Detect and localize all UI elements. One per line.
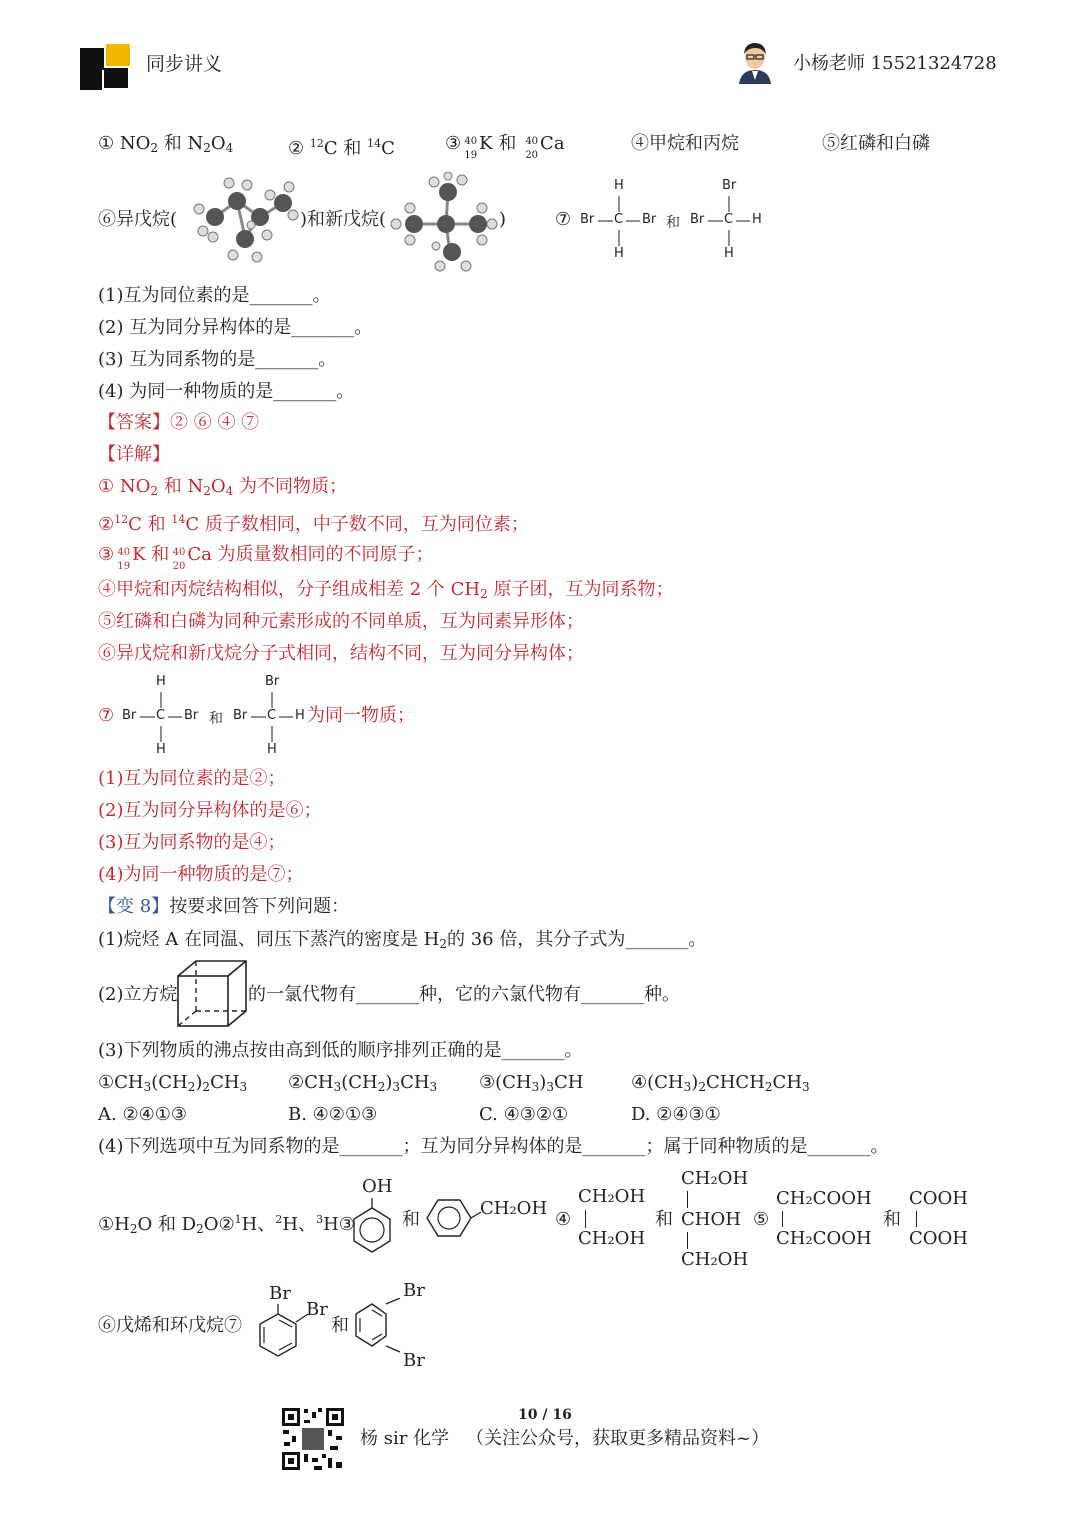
teacher-contact: 小杨老师 15521324728 [793,53,997,74]
glycerol-bottom: CH₂OH [681,1249,749,1270]
succinic-bottom: CH₂COOH [776,1228,872,1249]
succinic-top: CH₂COOH [776,1188,872,1209]
o-dibromo-b-br2: Br [403,1350,425,1371]
option-4-and: 和 [655,1209,673,1230]
detail-6: ⑥异戊烷和新戊烷分子式相同，结构不同，互为同分异构体； [98,643,584,664]
item-6b: )和新戊烷( [300,209,387,230]
option-4-num: ④ [555,1209,572,1230]
oxalic-bottom: COOH [909,1228,968,1249]
substance-2: $②CH_3(CH_2)_3CH_3$ [288,1072,438,1094]
glycerol-bond-2 [687,1232,688,1249]
oxalic-top: COOH [909,1188,968,1209]
option-row-1: $①H_2O$ 和 $D_2O②^1H$、$^2$H、$^3$H③ [98,1213,355,1236]
cubane-structure [175,958,249,1030]
item-7: ⑦ [555,209,572,230]
option-row-6: ⑥戊烯和环戊烷⑦ [98,1315,242,1336]
neopentane-model [388,172,503,272]
result-4: (4)为同一种物质的是⑦； [98,864,304,885]
result-3: (3)互为同系物的是④； [98,832,286,853]
structure-ch2br2-a: H Br C Br H [580,178,657,261]
item-5: ⑤红磷和白磷 [822,133,930,154]
oxalic-bond [916,1211,917,1227]
detail-label: 【详解】 [98,444,170,465]
o-dibromo-b-br1: Br [403,1280,425,1301]
glycol-bond [585,1210,586,1228]
and-label: 和 [666,215,680,231]
benzyl-alcohol-ring [423,1196,483,1240]
v8-question-4: (4)下列选项中互为同系物的是_______；互为同分异构体的是_______；属于同种物质的是_______。 [98,1136,889,1157]
question-2: (2) 互为同分异构体的是_______。 [98,317,373,338]
substance-3: $③(CH_3)_3CH$ [479,1072,584,1094]
option-3-and: 和 [402,1209,420,1230]
v8-question-2a: (2)立方烷 [98,984,178,1005]
glycerol-bond-1 [687,1191,688,1208]
option-b: B. ④②①③ [288,1104,378,1125]
detail-5: ⑤红磷和白磷为同种元素形成的不同单质，互为同素异形体； [98,611,584,632]
question-1: (1)互为同位素的是_______。 [98,285,331,306]
option-d: D. ②④③① [631,1104,721,1125]
header-title: 同步讲义 [146,53,223,75]
o-dibromobenzene-ring-b [350,1298,406,1354]
substance-1: $①CH_3(CH_2)_2CH_3$ [98,1072,248,1094]
o-dibromobenzene-ring [252,1302,316,1366]
glycol-bottom: CH₂OH [578,1228,646,1249]
option-a: A. ②④①③ [98,1104,187,1125]
detail-3: ③ 40 19 K 和 40 20 Ca 为质量数相同的不同原子； [98,544,434,572]
detail-7-and: 和 [209,711,223,727]
detail-7-num: ⑦ [98,705,115,726]
result-1: (1)互为同位素的是②； [98,768,286,789]
detail-1: ① $NO_2$ 和 $N_2O_4$ 为不同物质； [98,476,347,498]
logo [80,42,136,90]
detail-4: ④甲烷和丙烷结构相似，分子组成相差 2 个 $CH_2$ 原子团，互为同系物； [98,579,674,601]
detail-2: ②$^{12}$C 和 $^{14}$C 质子数相同，中子数不同，互为同位素； [98,513,529,535]
detail-7-text: 为同一物质； [307,705,415,726]
glycerol-top: CH₂OH [681,1168,749,1189]
option-5-and: 和 [883,1209,901,1230]
structure-ch2br2-b: Br Br C H H [690,178,762,261]
isopentane-model [185,175,300,267]
option-5-num: ⑤ [753,1209,770,1230]
phenol-oh-label: OH [362,1176,393,1197]
detail-7-structure-a: H Br C Br H [122,674,199,757]
o-dibromo-br1: Br [269,1283,291,1304]
item-6a: ⑥异戊烷( [98,209,178,230]
substance-4: $④(CH_3)_2CHCH_2CH_3$ [631,1072,810,1094]
item-2: ② $^{12}$C 和 $^{14}$C [288,137,395,159]
phenol-ring [350,1198,394,1256]
avatar [735,40,775,84]
variant-8-heading: 【变 8】按要求回答下列问题： [98,896,350,917]
item-6c: ) [499,209,507,230]
result-2: (2)互为同分异构体的是⑥； [98,800,322,821]
glycol-top: CH₂OH [578,1186,646,1207]
v8-question-1: (1)烷烃 A 在同温、同压下蒸汽的密度是 $H_2$的 36 倍，其分子式为_______。 [98,929,707,951]
answer: 【答案】② ⑥ ④ ⑦ [98,412,260,433]
v8-question-2b: 的一氯代物有_______种，它的六氯代物有_______种。 [248,984,680,1005]
option-7-and: 和 [331,1315,349,1336]
o-dibromo-br2: Br [306,1299,328,1320]
question-4: (4) 为同一种物质的是_______。 [98,381,355,402]
v8-question-3: (3)下列物质的沸点按由高到低的顺序排列正确的是_______。 [98,1040,583,1061]
question-3: (3) 互为同系物的是_______。 [98,349,337,370]
page-number: 10 / 16 [518,1407,572,1423]
glycerol-mid: CHOH [681,1209,741,1230]
item-1: ① $NO_2$ 和 $N_2O_4$ [98,133,234,155]
item-4: ④甲烷和丙烷 [631,133,739,154]
option-c: C. ④③②① [479,1104,569,1125]
footer-slogan: （关注公众号，获取更多精品资料~） [466,1428,770,1449]
succinic-bond [782,1211,783,1227]
benzyl-ch2oh: CH₂OH [480,1198,548,1219]
footer-brand: 杨 sir 化学 [360,1428,450,1449]
item-3: ③ 40 19 K 和 40 20 Ca [445,133,565,161]
qr-code [280,1406,346,1472]
detail-7-structure-b: Br Br C H H [233,674,305,757]
